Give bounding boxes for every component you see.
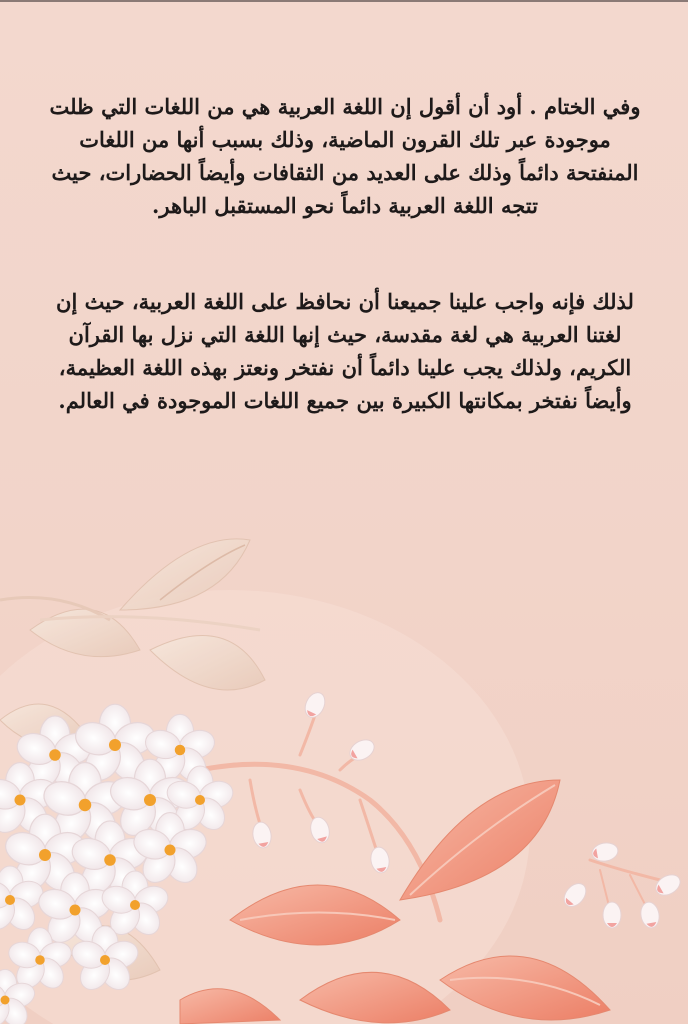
paragraph-duty: لذلك فإنه واجب علينا جميعنا أن نحافظ على اللغة العربية، حيث إن لغتنا العربية هي لغة مقدسة، حيث إنها اللغة التي نزل بها القرآن الكريم، ولذلك يجب علينا دائماً أن نفتخر ونعتز بهذه اللغة العظيمة، وأيضاً نفتخر بمكانتها الكبيرة بين جميع اللغات الموجودة في العالم. <box>56 289 634 413</box>
paragraph-conclusion: وفي الختام . أود أن أقول إن اللغة العربية هي من اللغات التي ظلت موجودة عبر تلك القرون الماضية، وذلك بسبب أنها من اللغات المنفتحة دائماً وذلك على العديد من الثقافات وأيضاً الحضارات، حيث تتجه اللغة العربية دائماً نحو المستقبل الباهر. <box>49 94 641 218</box>
floral-decoration <box>0 500 688 1024</box>
top-border-line <box>0 0 688 2</box>
